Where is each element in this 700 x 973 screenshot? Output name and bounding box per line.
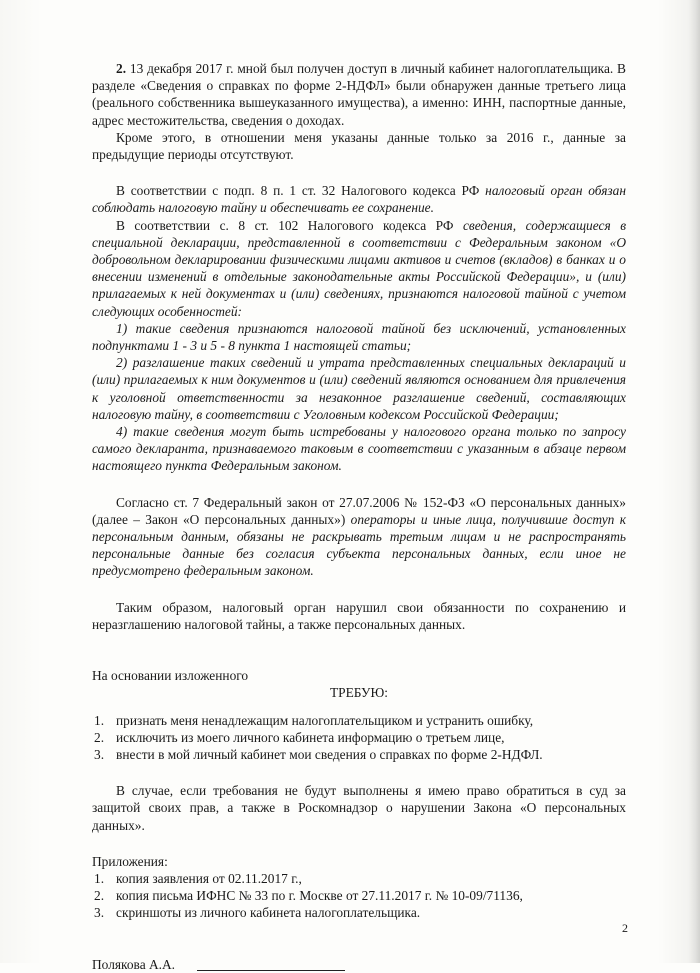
tax-code-32-intro: В соответствии с подп. 8 п. 1 ст. 32 Налогового кодекса РФ <box>116 183 486 199</box>
personal-data-law-quote: операторы и иные лица, получившие доступ к персональным данным, обязаны не раскрывать третьим лицам и не распространять персональные данные без согласия субъекта персональных данных, если иное не предусмотрено федеральным законом. <box>92 511 626 579</box>
page-edge-shadow <box>688 0 700 963</box>
list-item: 2. копия письма ИФНС № 33 по г. Москве от 27.11.2017 г. № 10-09/71136, <box>94 888 523 904</box>
paragraph-personal-data-law <box>92 494 626 580</box>
document-body <box>92 60 626 973</box>
paragraph-item-2: 2) разглашение таких сведений и утрата представленных специальных деклараций и (или) прилагаемых к ним документов и (или) сведений являются основанием для привлечения к уголовной ответственности за незаконное разглашение сведений, составляющих налоговую тайну, в соответствии с Уголовным кодексом Российской Федерации; <box>92 355 626 422</box>
paragraph-warning: В случае, если требования не будут выполнены я имею право обратиться в суд за защитой своих прав, а также в Роскомнадзор о нарушении Закона «О персональных данных». <box>92 783 626 833</box>
signature-line <box>92 956 626 973</box>
tax-code-102-quote: сведения, содержащиеся в специальной декларации, представленной в соответствии с Федеральным законом «О добровольном декларировании физическими лицами активов и счетов (вкладов) в банках и о внесении изменений в отдельные законодательные акты Российской Федерации», и (или) прилагаемых к ней документах и (или) сведениях, признаются налоговой тайной с учетом следующих особенностей: <box>92 217 627 319</box>
tax-code-32-quote: налоговый орган обязан соблюдать налоговую тайну и обеспечивать ее сохранение. <box>92 183 626 216</box>
attachments-list <box>92 870 626 922</box>
paragraph-tax-code-102 <box>92 217 626 320</box>
page-number: 2 <box>622 921 628 935</box>
paragraph-number: 2. <box>116 61 127 76</box>
tax-code-102-intro: В соответствии с. 8 ст. 102 Налогового кодекса РФ <box>116 217 463 233</box>
list-item: 3. скриншоты из личного кабинета налогоплательщика. <box>94 905 421 921</box>
attachments-title: Приложения: <box>92 853 168 869</box>
signature-blank <box>197 958 345 971</box>
paragraph-access-text: 13 декабря 2017 г. мной был получен доступ в личный кабинет налогоплательщика. В разделе «Сведения о справках по форме 2-НДФЛ» были обнаружен данные третьего лица (реального собственника вышеуказанного имущества), а именно: ИНН, паспортные данные, адрес местожительства, сведения о доходах. <box>92 61 626 128</box>
paragraph-periods: Кроме этого, в отношении меня указаны данные только за 2016 г., данные за предыдущие периоды отсутствуют. <box>92 129 626 163</box>
demands-list <box>92 712 626 764</box>
list-item: 1. признать меня ненадлежащим налогоплательщиком и устранить ошибку, <box>94 712 534 728</box>
signature-name: Полякова А.А. <box>92 956 176 972</box>
paragraph-tax-code-32 <box>92 182 626 216</box>
list-item: 2. исключить из моего личного кабинета информацию о третьем лице, <box>94 729 505 745</box>
demand-title: ТРЕБУЮ: <box>330 685 388 701</box>
paragraph-item-4: 4) такие сведения могут быть истребованы у налогового органа только по запросу самого декларанта, признаваемого таковым в соответствии с указанным в абзаце первом настоящего пункта Федеральным законом. <box>92 424 626 474</box>
basis-line: На основании изложенного <box>92 668 249 684</box>
paragraph-access <box>92 60 626 129</box>
list-item: 3. внести в мой личный кабинет мои сведения о справках по форме 2-НДФЛ. <box>94 746 543 762</box>
list-item: 1. копия заявления от 02.11.2017 г., <box>94 870 302 886</box>
paragraph-conclusion: Таким образом, налоговый орган нарушил свои обязанности по сохранению и неразглашению налоговой тайны, а также персональных данных. <box>92 599 626 632</box>
paragraph-item-1: 1) такие сведения признаются налоговой тайной без исключений, установленных подпунктами 1 - 3 и 5 - 8 пункта 1 настоящей статьи; <box>92 320 626 354</box>
personal-data-law-intro: Согласно ст. 7 Федеральный закон от 27.07.2006 № 152-ФЗ «О персональных данных» (далее – Закон «О персональных данных») <box>92 494 626 527</box>
